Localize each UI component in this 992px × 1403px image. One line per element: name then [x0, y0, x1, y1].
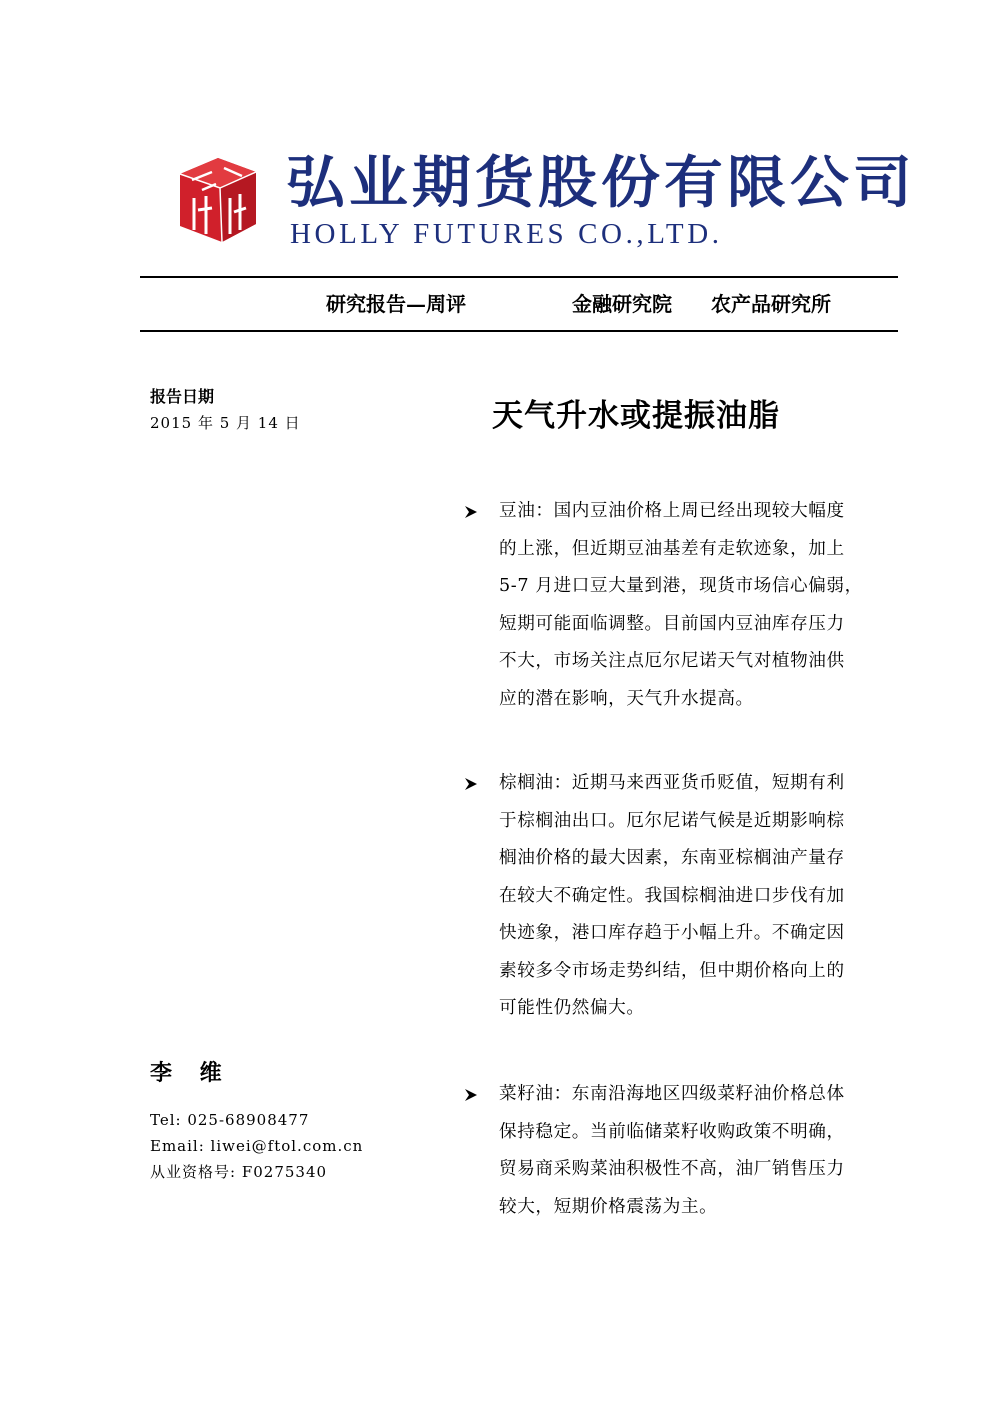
report-date-value: 2015 年 5 月 14 日	[150, 414, 301, 432]
bullet-line: 不大，市场关注点厄尔尼诺天气对植物油供	[499, 651, 845, 671]
header-bottom-rule	[140, 330, 898, 332]
bullet-line: 较大，短期价格震荡为主。	[499, 1196, 718, 1217]
header-top-rule	[140, 276, 898, 278]
bullet-line: 菜籽油：东南沿海地区四级菜籽油价格总体	[499, 1084, 845, 1104]
bullet-text	[499, 1076, 887, 1226]
company-name-cn: 弘业期货股份有限公司	[286, 150, 916, 216]
bullet-line: 保持稳定。当前临储菜籽收购政策不明确，	[499, 1121, 845, 1142]
institute-name: 金融研究院	[572, 292, 672, 316]
bullet-line: 贸易商采购菜油积极性不高，油厂销售压力	[499, 1159, 845, 1179]
bullet-text	[499, 493, 887, 718]
bullet-line: 可能性仍然偏大。	[499, 998, 645, 1018]
department-name: 农产品研究所	[711, 292, 831, 316]
bullet-line: 短期可能面临调整。目前国内豆油库存压力	[499, 613, 845, 634]
bullet-line: 5-7 月进口豆大量到港，现货市场信心偏弱，	[499, 576, 863, 596]
company-name-en: HOLLY FUTURES CO.,LTD.	[290, 218, 723, 250]
bullet-line: 豆油：国内豆油价格上周已经出现较大幅度	[499, 501, 845, 521]
report-title: 天气升水或提振油脂	[492, 398, 780, 434]
bullet-line: 素较多令市场走势纠结，但中期价格向上的	[499, 960, 845, 981]
arrowhead-bullet-icon	[462, 1076, 484, 1112]
bullet-line: 快迹象，港口库存趋于小幅上升。不确定因	[499, 923, 845, 943]
cube-logo-icon	[172, 150, 260, 244]
author-email: Email: liwei@ftol.com.cn	[150, 1137, 364, 1155]
author-license: 从业资格号: F0275340	[150, 1163, 328, 1181]
bullet-line: 在较大不确定性。我国棕榈油进口步伐有加	[499, 885, 845, 906]
bullet-line: 榈油价格的最大因素，东南亚棕榈油产量存	[499, 848, 845, 868]
bullet-line: 应的潜在影响，天气升水提高。	[499, 688, 754, 709]
bullet-line: 的上涨，但近期豆油基差有走软迹象，加上	[499, 538, 845, 559]
bullet-line: 于棕榈油出口。厄尔尼诺气候是近期影响棕	[499, 810, 845, 831]
bullet-line: 棕榈油：近期马来西亚货币贬值，短期有利	[499, 773, 845, 793]
report-date-label: 报告日期	[150, 387, 215, 406]
arrowhead-bullet-icon	[462, 765, 484, 801]
author-tel: Tel: 025-68908477	[150, 1111, 310, 1129]
author-name: 李 维	[150, 1060, 232, 1086]
arrowhead-bullet-icon	[462, 493, 484, 529]
bullet-text	[499, 765, 887, 1028]
report-type: 研究报告—周评	[326, 292, 466, 316]
